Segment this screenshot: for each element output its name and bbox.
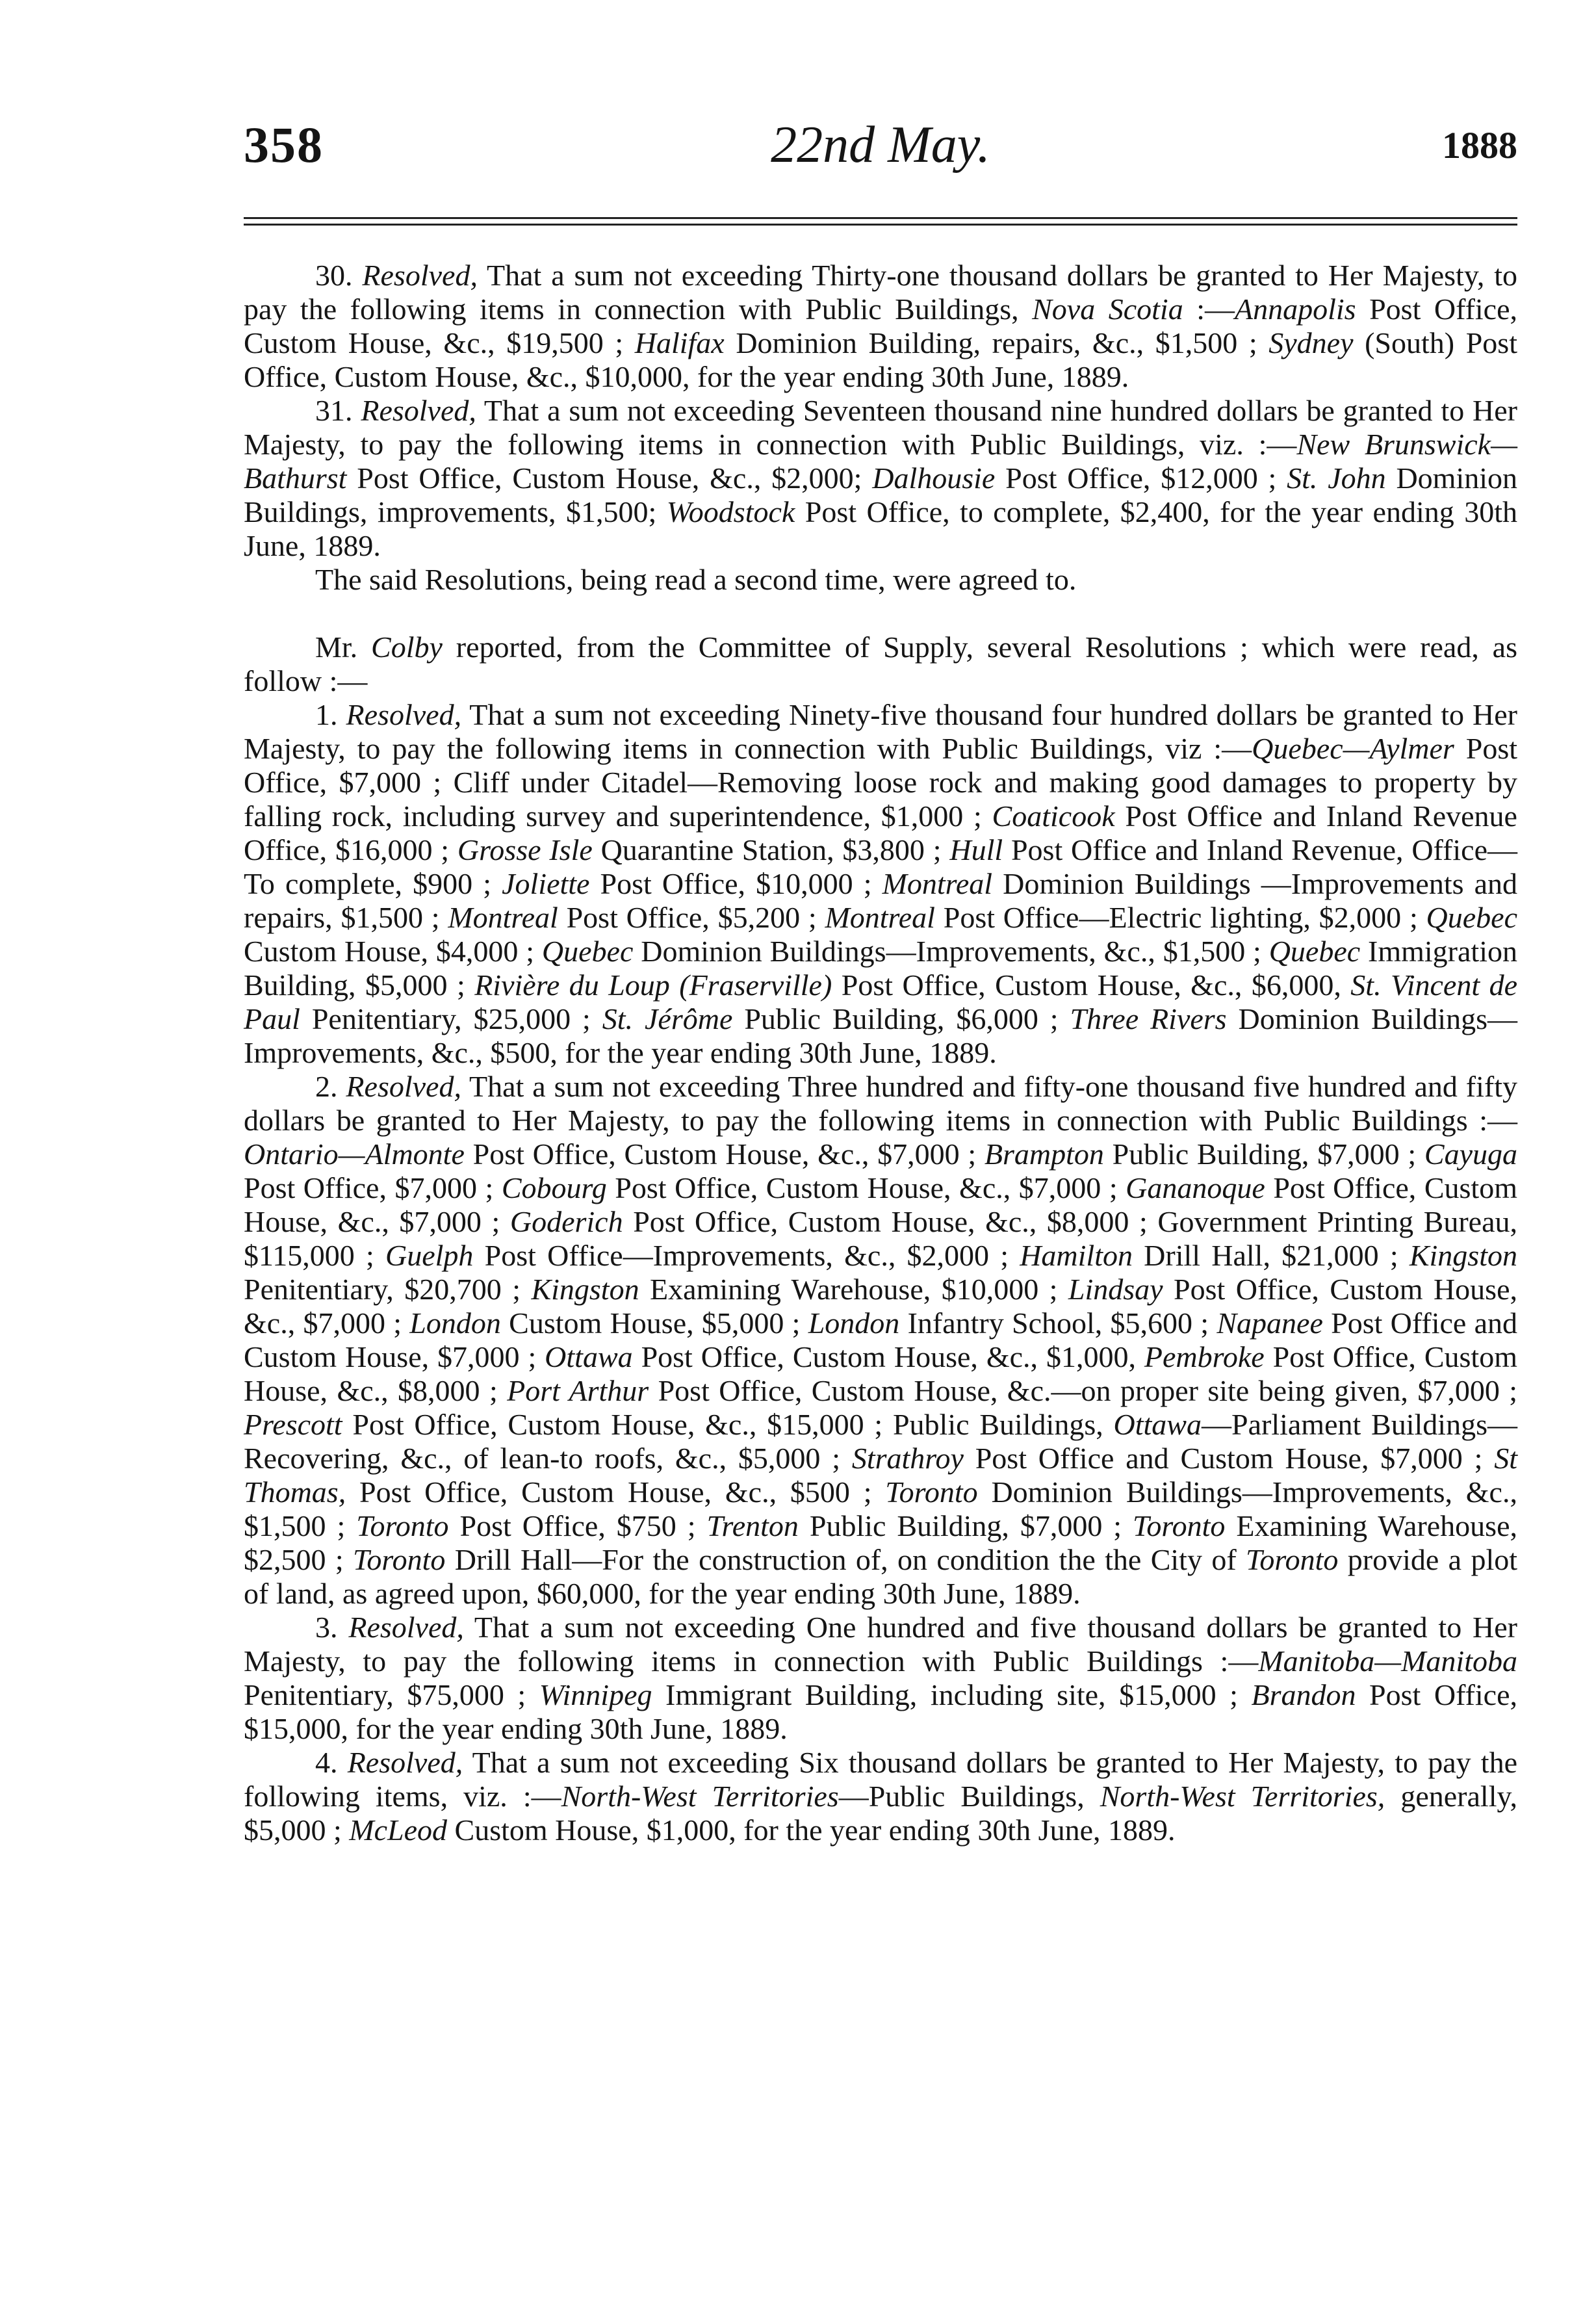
paragraph: Mr. Colby reported, from the Committee of Supply, several Resolutions ; which were read, as follow :— (244, 630, 1518, 697)
paragraph: 4. Resolved, That a sum not exceeding Six thousand dollars be granted to Her Majesty, to pay the following items, viz. :—North-West Territories—Public Buildings, North-West Territories, generally, $5,000 ; McLeod Custom House, $1,000, for the year ending 30th June, 1889. (244, 1746, 1518, 1847)
paragraph: 30. Resolved, That a sum not exceeding Thirty-one thousand dollars be granted to Her Majesty, to pay the following items in connection with Public Buildings, Nova Scotia :—Annapolis Post Office, Custom House, &c., $19,500 ; Halifax Dominion Building, repairs, &c., $1,500 ; Sydney (South) Post Office, Custom House, &c., $10,000, for the year ending 30th June, 1889. (244, 259, 1518, 393)
page-header (244, 116, 1517, 187)
paragraph: 1. Resolved, That a sum not exceeding Ninety-five thousand four hundred dollars be granted to Her Majesty, to pay the following items in connection with Public Buildings, viz :—Quebec—Aylmer Post Office, $7,000 ; Cliff under Citadel—Removing loose rock and making good damages to property by falling rock, including survey and superintendence, $1,000 ; Coaticook Post Office and Inland Revenue Office, $16,000 ; Grosse Isle Quarantine Station, $3,800 ; Hull Post Office and Inland Revenue, Office—To complete, $900 ; Joliette Post Office, $10,000 ; Montreal Dominion Buildings —Improvements and repairs, $1,500 ; Montreal Post Office, $5,200 ; Montreal Post Office—Electric lighting, $2,000 ; Quebec Custom House, $4,000 ; Quebec Dominion Buildings—Improvements, &c., $1,500 ; Quebec Immigration Building, $5,000 ; Rivière du Loup (Fraserville) Post Office, Custom House, &c., $6,000, St. Vincent de Paul Penitentiary, $25,000 ; St. Jérôme Public Building, $6,000 ; Three Rivers Dominion Buildings—Improvements, &c., $500, for the year ending 30th June, 1889. (244, 698, 1518, 1069)
page-year: 1888 (1442, 124, 1517, 166)
paragraph: 3. Resolved, That a sum not exceeding One hundred and five thousand dollars be granted to Her Majesty, to pay the following items in connection with Public Buildings :—Manitoba—Manitoba Penitentiary, $75,000 ; Winnipeg Immigrant Building, including site, $15,000 ; Brandon Post Office, $15,000, for the year ending 30th June, 1889. (244, 1611, 1517, 1745)
paragraph: 2. Resolved, That a sum not exceeding Three hundred and fifty-one thousand five hundred and fifty dollars be granted to Her Majesty, to pay the following items in connection with Public Buildings :—Ontario—Almonte Post Office, Custom House, &c., $7,000 ; Brampton Public Building, $7,000 ; Cayuga Post Office, $7,000 ; Cobourg Post Office, Custom House, &c., $7,000 ; Gananoque Post Office, Custom House, &c., $7,000 ; Goderich Post Office, Custom House, &c., $8,000 ; Government Printing Bureau, $115,000 ; Guelph Post Office—Improvements, &c., $2,000 ; Hamilton Drill Hall, $21,000 ; Kingston Penitentiary, $20,700 ; Kingston Examining Warehouse, $10,000 ; Lindsay Post Office, Custom House, &c., $7,000 ; London Custom House, $5,000 ; London Infantry School, $5,600 ; Napanee Post Office and Custom House, $7,000 ; Ottawa Post Office, Custom House, &c., $1,000, Pembroke Post Office, Custom House, &c., $8,000 ; Port Arthur Post Office, Custom House, &c.—on proper site being given, $7,000 ; Prescott Post Office, Custom House, &c., $15,000 ; Public Buildings, Ottawa—Parliament Buildings—Recovering, &c., of lean-to roofs, &c., $5,000 ; Strathroy Post Office and Custom House, $7,000 ; St Thomas, Post Office, Custom House, &c., $500 ; Toronto Dominion Buildings—Improvements, &c., $1,500 ; Toronto Post Office, $750 ; Trenton Public Building, $7,000 ; Toronto Examining Warehouse, $2,500 ; Toronto Drill Hall—For the construction of, on condition the the City of Toronto provide a plot of land, as agreed upon, $60,000, for the year ending 30th June, 1889. (244, 1070, 1518, 1610)
header-rule-bottom (244, 224, 1517, 226)
paragraph: The said Resolutions, being read a second time, were agreed to. (315, 563, 1077, 596)
page-number: 358 (244, 116, 324, 173)
paragraph: 31. Resolved, That a sum not exceeding Seventeen thousand nine hundred dollars be granted to Her Majesty, to pay the following items in connection with Public Buildings, viz. :—New Brunswick—Bathurst Post Office, Custom House, &c., $2,000; Dalhousie Post Office, $12,000 ; St. John Dominion Buildings, improvements, $1,500; Woodstock Post Office, to complete, $2,400, for the year ending 30th June, 1889. (244, 394, 1518, 562)
page-date: 22nd May. (771, 116, 990, 174)
header-rule-top (244, 217, 1517, 219)
document-body (244, 259, 1517, 1847)
